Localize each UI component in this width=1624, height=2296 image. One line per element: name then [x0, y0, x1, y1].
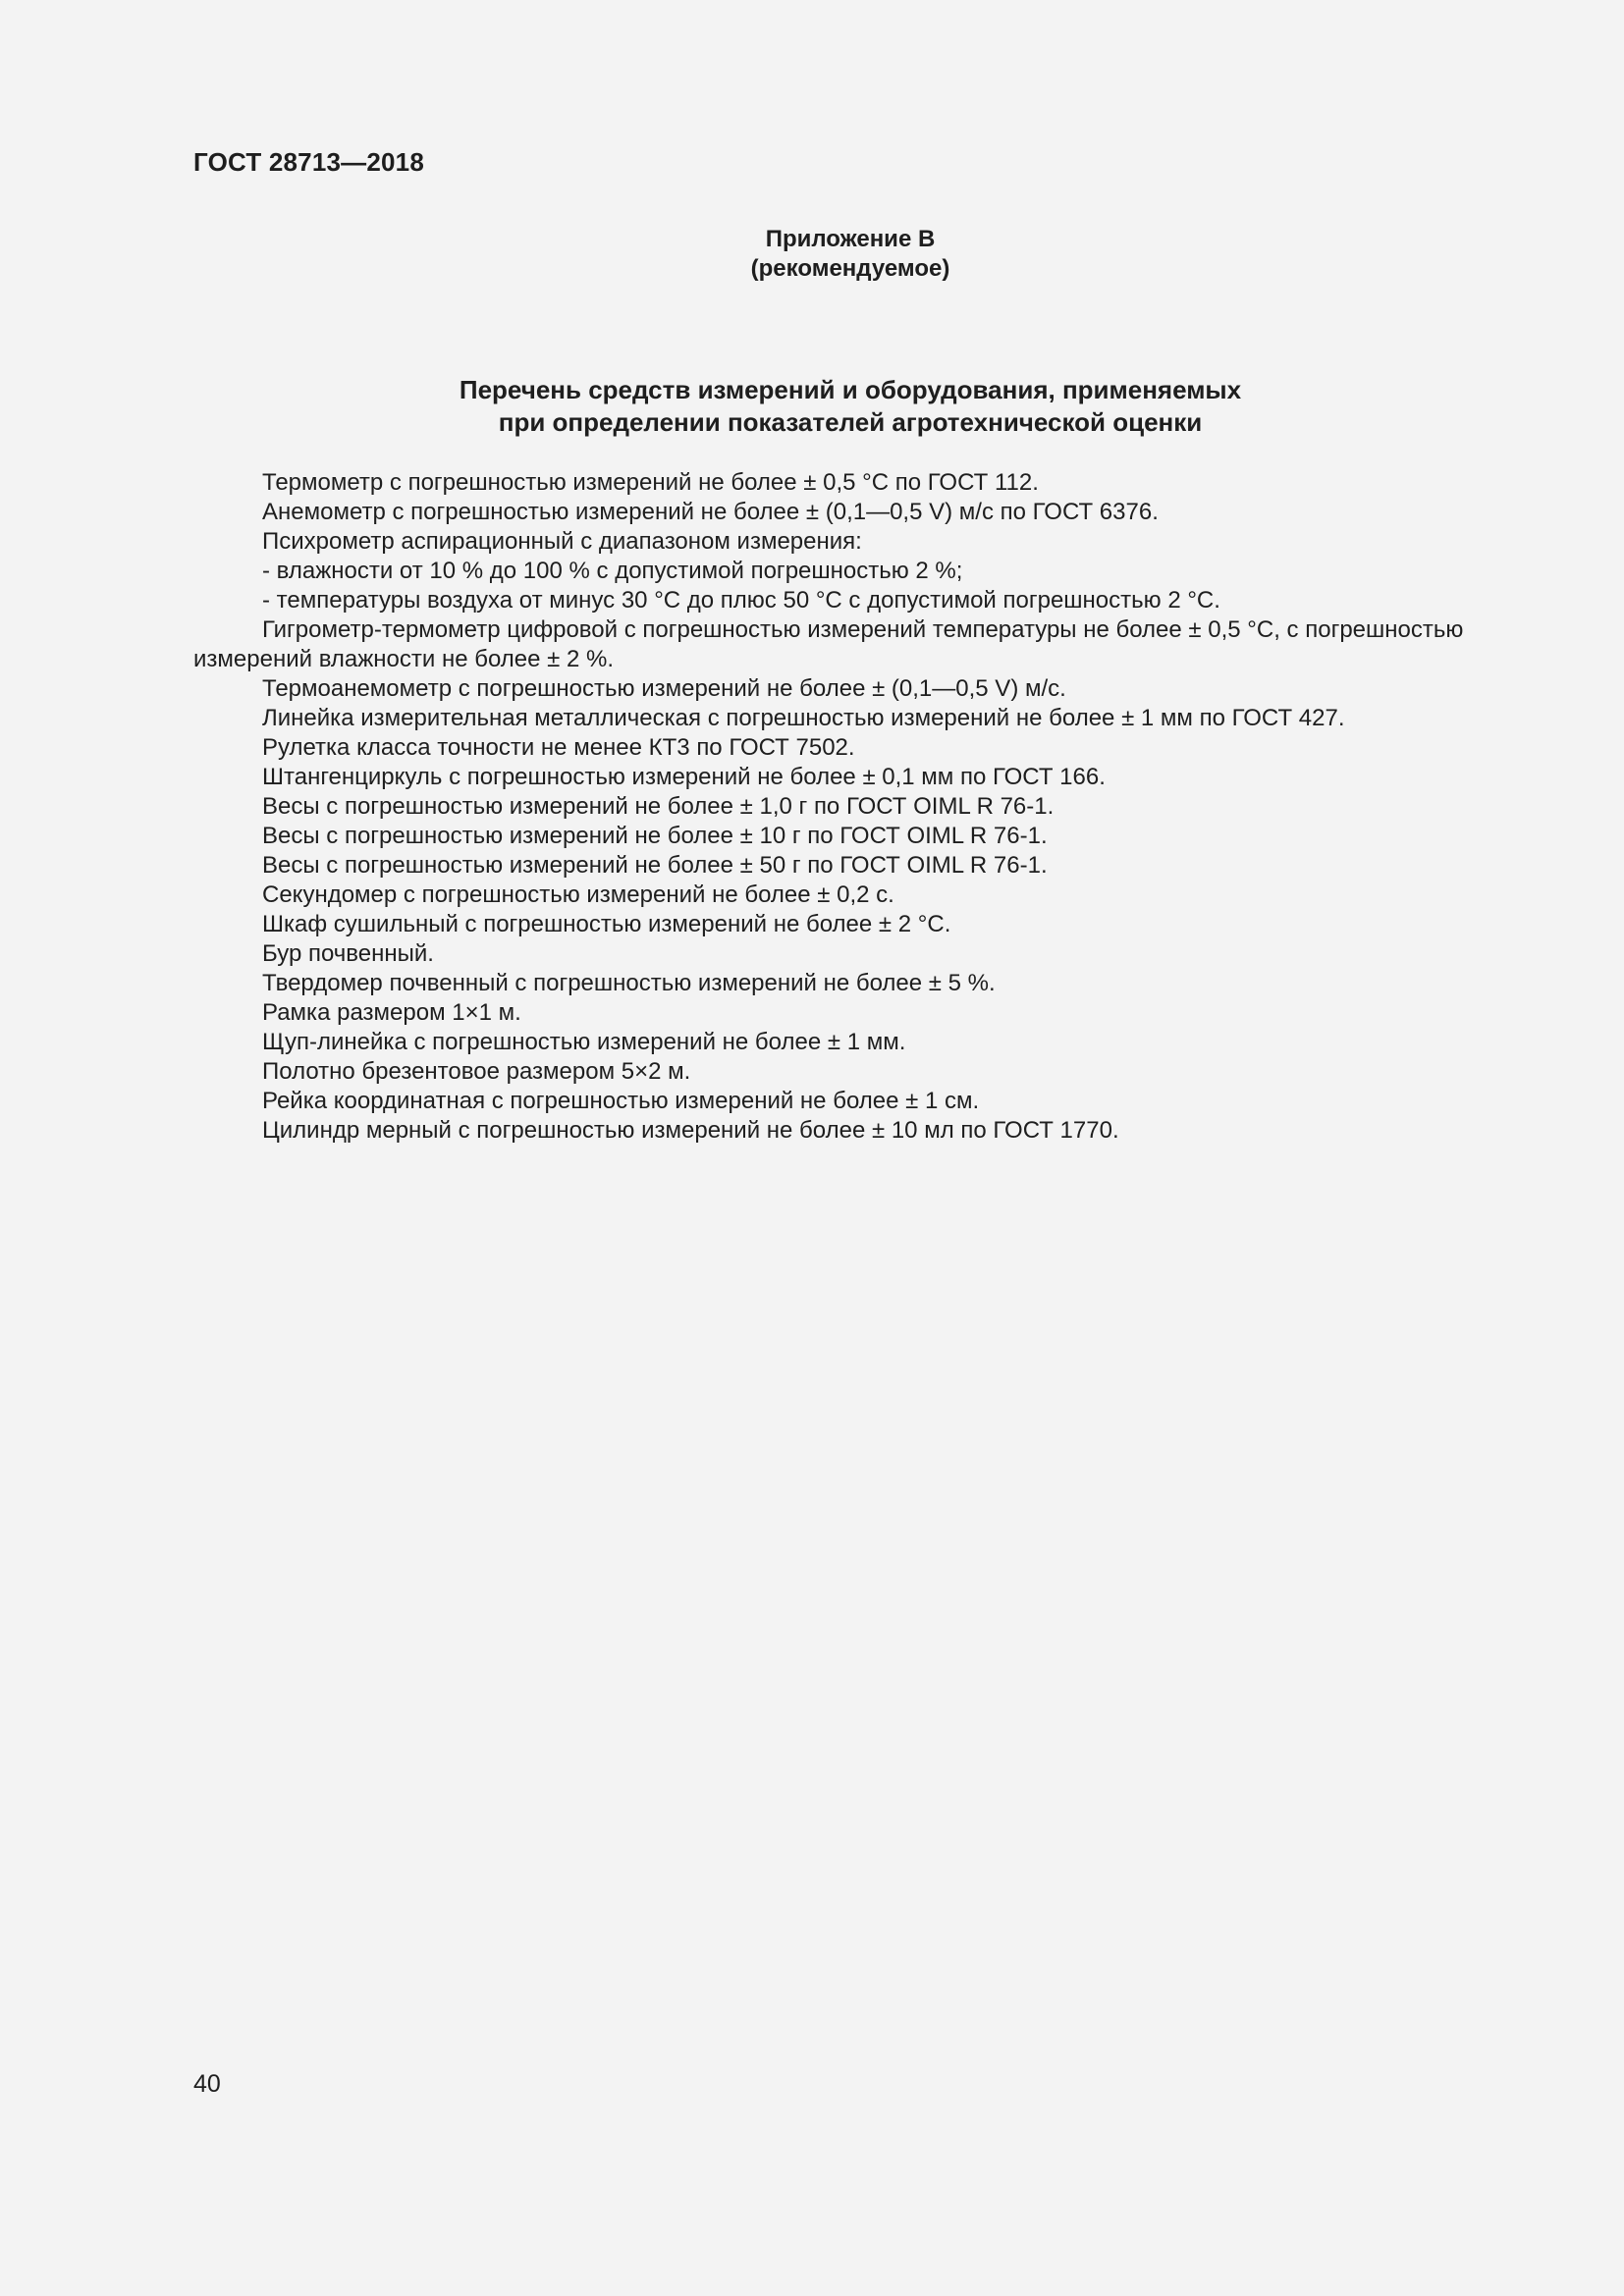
- list-item: Анемометр с погрешностью измерений не более ± (0,1—0,5 V) м/с по ГОСТ 6376.: [262, 499, 1159, 525]
- list-item: Рулетка класса точности не менее КТ3 по ГОСТ 7502.: [262, 734, 855, 761]
- list-item: Полотно брезентовое размером 5×2 м.: [262, 1058, 691, 1085]
- list-item: Термоанемометр с погрешностью измерений не более ± (0,1—0,5 V) м/с.: [262, 675, 1066, 702]
- list-item: Термометр с погрешностью измерений не более ± 0,5 °С по ГОСТ 112.: [262, 469, 1039, 496]
- list-item: Штангенциркуль с погрешностью измерений не более ± 0,1 мм по ГОСТ 166.: [262, 764, 1106, 790]
- page-number: 40: [193, 2070, 221, 2098]
- list-item: Секундомер с погрешностью измерений не более ± 0,2 с.: [262, 881, 894, 908]
- list-item: Шкаф сушильный с погрешностью измерений не более ± 2 °С.: [262, 911, 951, 937]
- list-item: Весы с погрешностью измерений не более ± 10 г по ГОСТ OIML R 76-1.: [262, 823, 1048, 849]
- section-title: [196, 374, 1504, 439]
- equipment-list: [193, 468, 1509, 1146]
- list-item: Щуп-линейка с погрешностью измерений не более ± 1 мм.: [262, 1029, 906, 1055]
- list-item: Линейка измерительная металлическая с погрешностью измерений не более ± 1 мм по ГОСТ 427.: [262, 705, 1345, 731]
- list-item: Рамка размером 1×1 м.: [262, 999, 521, 1026]
- list-item: Твердомер почвенный с погрешностью измерений не более ± 5 %.: [262, 970, 996, 996]
- list-item: Бур почвенный.: [262, 940, 434, 967]
- list-item: Рейка координатная с погрешностью измерений не более ± 1 см.: [262, 1088, 980, 1114]
- list-item: Психрометр аспирационный с диапазоном измерения:: [262, 528, 862, 555]
- list-item: - температуры воздуха от минус 30 °С до плюс 50 °С с допустимой погрешностью 2 °С.: [262, 587, 1220, 614]
- appendix-title: Приложение В: [765, 226, 936, 252]
- list-item: - влажности от 10 % до 100 % с допустимой погрешностью 2 %;: [262, 558, 963, 584]
- appendix-status: (рекомендуемое): [750, 255, 950, 282]
- list-item: Весы с погрешностью измерений не более ± 1,0 г по ГОСТ OIML R 76-1.: [262, 793, 1055, 820]
- section-title-line-2: при определении показателей агротехнической оценки: [498, 407, 1203, 437]
- list-item: Цилиндр мерный с погрешностью измерений не более ± 10 мл по ГОСТ 1770.: [262, 1117, 1119, 1144]
- appendix-heading: [196, 225, 1504, 284]
- document-code: ГОСТ 28713—2018: [193, 147, 424, 177]
- list-item: Гигрометр-термометр цифровой с погрешностью измерений температуры не более ± 0,5 °С, с погрешностью измерений влажности не более ± 2 %.: [193, 616, 1464, 672]
- section-title-line-1: Перечень средств измерений и оборудования, применяемых: [459, 375, 1242, 404]
- list-item: Весы с погрешностью измерений не более ± 50 г по ГОСТ OIML R 76-1.: [262, 852, 1048, 879]
